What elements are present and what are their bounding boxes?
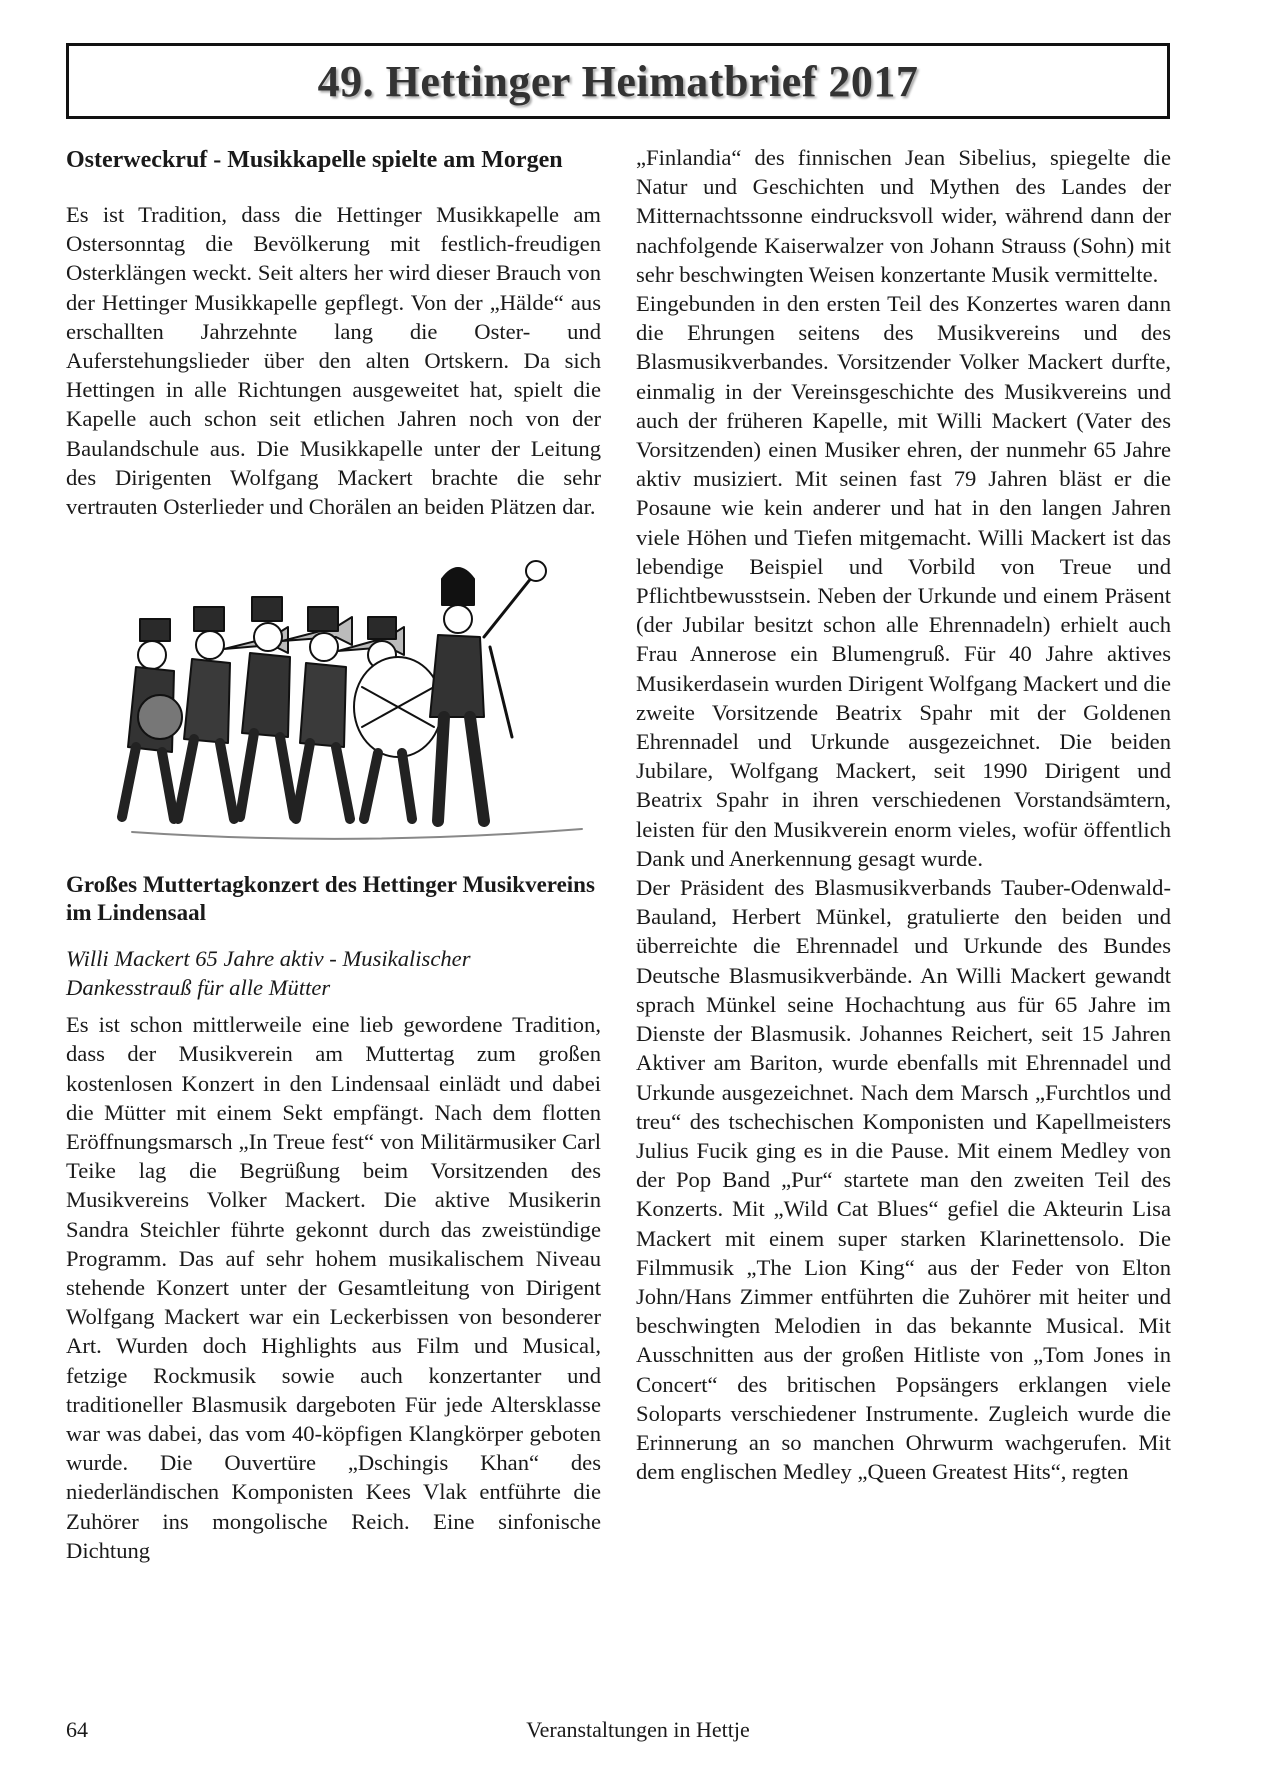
musician-figure (122, 619, 182, 819)
article-subheading: Willi Mackert 65 Jahre aktiv - Musikalischer Dankesstrauß für alle Mütter (66, 946, 471, 1001)
article-text-osterweckruf: Es ist Tradition, dass die Hettinger Musikkapelle am Ostersonntag die Bevölkerung mit festlich-freudigen Osterklängen weckt. Seit alters her wird dieser Brauch von der Hettinger Musikkapelle gepflegt. Von der „Hälde“ aus erschallten Jahrzehnte lang die Oster- und Auferstehungslieder über den alten Ortskern. Da sich Hettingen in alle Richtungen ausgeweitet hat, spielt die Kapelle auch schon seit etlichen Jahren noch von der Baulandschule aus. Die Musikkapelle unter der Leitung des Dirigenten Wolfgang Mackert brachte die sehr vertrauten Osterlieder und Chorälen an beiden Plätzen dar. (66, 202, 601, 520)
article-heading-muttertagkonzert: Großes Muttertagkonzert des Hettinger Musikvereins im Lindensaal (66, 872, 595, 926)
article-text-paragraph: „Finlandia“ des finnischen Jean Sibelius, spiegelte die Natur und Geschichten und Mythen des Landes der Mitternachtssonne eindrucksvoll wider, während dann der nachfolgende Kaiserwalzer von Johann Strauss (Sohn) mit sehr beschwingten Weisen konzertante Musik vermittelte. (636, 145, 1171, 287)
article-text-paragraph: Eingebunden in den ersten Teil des Konzertes waren dann die Ehrungen seitens des Musikvereins und des Blasmusikverbandes. Vorsitzender Volker Mackert durfte, einmalig in der Vereinsgeschichte des Musikvereins und auch der früheren Kapelle, mit Willi Mackert (Vater des Vorsitzenden) einen Musiker ehren, der nunmehr 65 Jahre aktiv musiziert. Mit seinen fast 79 Jahren bläst er die Posaune wie kein anderer und hat in den langen Jahren viele Höhen und Tiefen mitgemacht. Willi Mackert ist das lebendige Beispiel und Vorbild von Treue und Pflichtbewusstsein. Neben der Urkunde und einem Präsent (der Jubilar besitzt schon alle Ehrennadeln) erhielt auch Frau Annerose ein Blumengruß. Für 40 Jahre aktives Musikerdasein wurden Dirigent Wolfgang Mackert und die zweite Vorsitzende Beatrix Spahr mit der Goldenen Ehrennadel und Urkunde ausgezeichnet. Die beiden Jubilare, Wolfgang Mackert, seit 1990 Dirigent und Beatrix Spahr in ihren verschiedenen Vorstandsämtern, leisten für den Musikverein enorm vieles, wofür öffentlich Dank und Anerkennung gesagt wurde. (636, 291, 1171, 871)
article-text-muttertagkonzert: Es ist schon mittlerweile eine lieb gewordene Tradition, dass der Musikverein am Muttertag zum großen kostenlosen Konzert in den Lindensaal einlädt und dabei die Mütter mit einem Sekt empfängt. Nach dem flotten Eröffnungsmarsch „In Treue fest“ von Militärmusiker Carl Teike lag die Begrüßung beim Vorsitzenden des Musikvereins Volker Mackert. Die aktive Musikerin Sandra Steichler führte gekonnt durch das zweistündige Programm. Das auf sehr hohem musikalischem Niveau stehende Konzert unter der Gesamtleitung von Dirigent Wolfgang Mackert war ein Leckerbissen von besonderer Art. Wurden doch Highlights aus Film und Musical, fetzige Rockmusik sowie auch konzertanter und traditioneller Blasmusik dargeboten Für jede Altersklasse war was dabei, das vom 40-köpfigen Klangkörper geboten wurde. Die Ouvertüre „Dschingis Khan“ des niederländischen Komponisten Kees Vlak entführte die Zuhörer ins mongolische Reich. Eine sinfonische Dichtung (66, 1012, 601, 1563)
drum-major-figure (430, 561, 546, 821)
page-title: 49. Hettinger Heimatbrief 2017 (317, 56, 919, 106)
marching-band-illustration (112, 557, 592, 843)
masthead-box (66, 43, 1170, 119)
page-number: 64 (66, 1717, 88, 1742)
footer-section-title: Veranstaltungen in Hettje (526, 1717, 750, 1742)
left-column (66, 146, 601, 1565)
right-column (636, 143, 1171, 1486)
article-heading-osterweckruf: Osterweckruf - Musikkapelle spielte am Morgen (66, 147, 563, 173)
article-text-paragraph: Der Präsident des Blasmusikverbands Tauber-Odenwald-Bauland, Herbert Münkel, gratulierte den beiden und überreichte die Ehrennadel und Urkunde des Bundes Deutsche Blasmusikverbände. An Willi Mackert gewandt sprach Münkel seine Hochachtung aus für 65 Jahre im Dienste der Blasmusik. Johannes Reichert, seit 15 Jahren Aktiver am Bariton, wurde ebenfalls mit Ehrennadel und Urkunde ausgezeichnet. Nach dem Marsch „Furchtlos und treu“ des tschechischen Komponisten und Kapellmeisters Julius Fucik ging es in die Pause. Mit einem Medley von der Pop Band „Pur“ startete man den zweiten Teil des Konzerts. Mit „Wild Cat Blues“ gefiel die Akteurin Lisa Mackert mit einem super starken Klarinettensolo. Die Filmmusik „The Lion King“ aus der Feder von Elton John/Hans Zimmer entführten die Zuhörer mit heiter und beschwingten Melodien in das bekannte Musical. Mit Ausschnitten aus der großen Hitliste von „Tom Jones in Concert“ des britischen Popsängers erklangen viele Soloparts verschiedener Instrumente. Zugleich wurde die Erinnerung an so manchen Ohrwurm wachgerufen. Mit dem englischen Medley „Queen Greatest Hits“, regten (636, 875, 1171, 1485)
